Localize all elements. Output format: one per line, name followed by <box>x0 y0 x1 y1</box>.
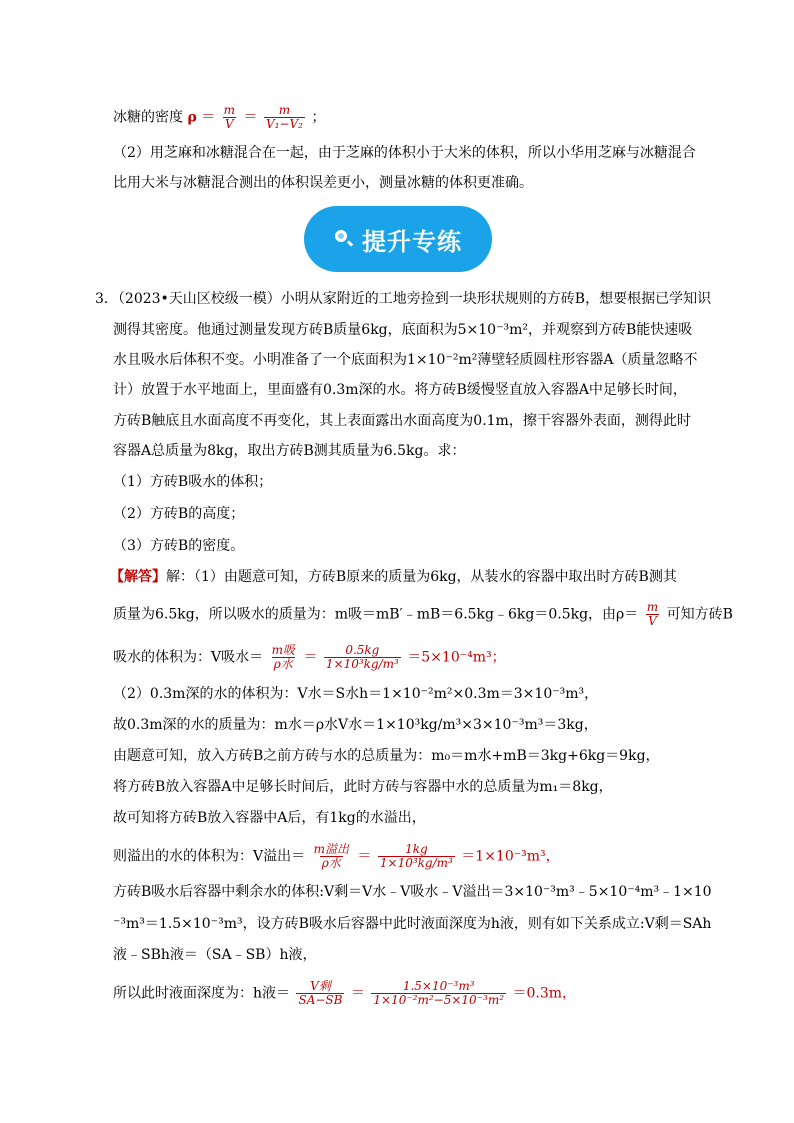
question-line3: 水且吸水后体积不变。小明准备了一个底面积为1×10⁻²m²薄壁轻质圆柱形容器A（质量忽略不 <box>113 352 698 368</box>
answer-b7: 方砖B吸水后容器中剩余水的体积:V剩＝V水﹣V吸水﹣V溢出＝3×10⁻³m³﹣5×10⁻⁴m³﹣1×10 <box>113 884 712 900</box>
answer-b2: 故0.3m深的水的质量为：m水＝ρ水V水＝1×10³kg/m³×3×10⁻³m³＝3kg， <box>113 717 598 733</box>
answer-b4: 将方砖B放入容器A中足够长时间后，此时方砖与容器中水的总质量为m₁＝8kg， <box>113 779 613 795</box>
m-over-v1v2-fraction: $\frac{m}{\text{V₁−V₂}}$ <box>265 103 303 131</box>
part2-line2: 比用大米与冰糖混合测出的体积误差更小，测量冰糖的体积更准确。 <box>113 175 533 191</box>
question-line5: 方砖B触底且水面高度不再变化，其上表面露出水面高度为0.1m，擦干容器外表面，测得此时 <box>113 413 691 429</box>
banner-label: 提升专练 <box>362 227 462 256</box>
answer-b1: （2）0.3m深的水的体积为：V水＝S水h＝1×10⁻²m²×0.3m＝3×10⁻³m³， <box>113 686 599 702</box>
answer-b10: 所以此时液面深度为：h液＝ $\frac{\text{V剩}}{SA-SB}$ ＝ $\frac{\text{1.5×10⁻³m³}}{\text{1×10⁻²m²−5×10⁻³m²}}$ ＝0.3m， <box>113 979 577 1007</box>
sub-question-1: （1）方砖B吸水的体积； <box>113 474 273 490</box>
m-over-v-fraction: $\frac{m}{V}$ <box>223 103 236 131</box>
sub-question-3: （3）方砖B的密度。 <box>113 538 245 554</box>
question-line6: 容器A总质量为8kg，取出方砖B测其质量为6.5kg。求： <box>113 443 466 459</box>
answer-b6: 则溢出的水的体积为：V溢出＝ $\frac{\text{m溢出}}{\text{ρ水}}$ ＝ $\frac{1kg}{\text{1×10³kg/m³}}$ ＝1×10⁻³m³， <box>113 842 560 870</box>
answer-b9: 液﹣SBh液＝（SA﹣SB）h液， <box>113 947 317 963</box>
answer-b3: 由题意可知，放入方砖B之前方砖与水的总质量为：m₀＝m水+mB＝3kg+6kg＝9kg， <box>113 748 660 764</box>
practice-banner <box>304 206 492 272</box>
question-line1: 3．（2023•天山区校级一模）小明从家附近的工地旁捡到一块形状规则的方砖B，想要根据已学知识 <box>95 291 712 307</box>
question-line4: 计）放置于水平地面上，里面盛有0.3m深的水。将方砖B缓慢竖直放入容器A中足够长时间， <box>113 382 687 398</box>
answer-b5: 故可知将方砖B放入容器中A后，有1kg的水溢出， <box>113 810 426 826</box>
answer-line1: 【解答】解：（1）由题意可知，方砖B原来的质量为6kg，从装水的容器中取出时方砖B测其 <box>110 569 677 585</box>
answer-line2: 质量为6.5kg，所以吸水的质量为：m吸＝mB′﹣mB＝6.5kg﹣6kg＝0.5kg，由ρ＝ $\frac{m}{V}$ 可知方砖B <box>113 600 733 628</box>
sub-question-2: （2）方砖B的高度； <box>113 506 245 522</box>
ice-density-line: 冰糖的密度 ρ ＝ $\frac{m}{V}$ ＝ $\frac{m}{\text{V₁−V₂}}$ ； <box>113 103 326 131</box>
rho-symbol: ρ <box>187 109 197 126</box>
question-line2: 测得其密度。他通过测量发现方砖B质量6kg，底面积为5×10⁻³m²，并观察到方砖B能快速吸 <box>113 322 693 338</box>
search-icon <box>334 229 354 249</box>
answer-tag: 【解答】 <box>110 569 166 585</box>
ice-density-label: 冰糖的密度 <box>113 109 183 126</box>
answer-b8: ⁻³m³＝1.5×10⁻³m³，设方砖B吸水后容器中此时液面深度为h液，则有如下关系成立:V剩＝SAh <box>113 916 712 932</box>
part2-line1: （2）用芝麻和冰糖混合在一起，由于芝麻的体积小于大米的体积，所以小华用芝麻与冰糖混合 <box>113 145 696 161</box>
answer-line3: 吸水的体积为：V吸水＝ $\frac{\text{m吸}}{\text{ρ水}}$ ＝ $\frac{0.5kg}{\text{1×10³kg/m³}}$ ＝5×10⁻⁴m³； <box>113 643 506 671</box>
